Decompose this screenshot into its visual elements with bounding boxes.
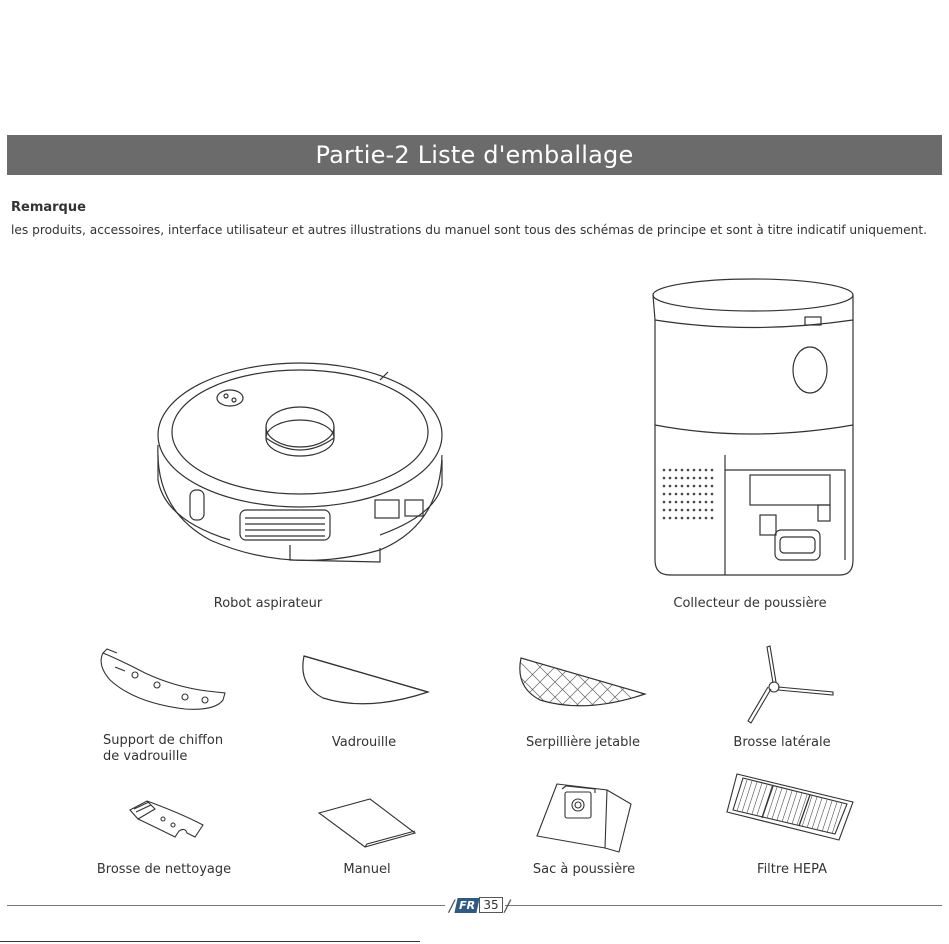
label-dust-bag: Sac à poussière	[532, 862, 636, 877]
dust-collector-illustration	[650, 275, 860, 585]
label-hepa: Filtre HEPA	[757, 862, 827, 877]
label-mop-support-1: Support de chiffon	[103, 733, 224, 748]
bottom-mark	[0, 941, 420, 942]
page-number	[447, 896, 512, 914]
language-badge: FR	[455, 898, 480, 913]
footer-line-left	[7, 905, 445, 906]
footer-line-right	[505, 905, 942, 906]
label-manual: Manuel	[343, 862, 391, 877]
label-disposable-mop: Serpillière jetable	[525, 735, 641, 750]
label-side-brush: Brosse latérale	[733, 735, 831, 750]
hepa-filter-illustration	[725, 768, 860, 848]
section-banner: Partie-2 Liste d'emballage	[7, 135, 942, 175]
page-number-value: 35	[479, 897, 502, 913]
label-collector: Collecteur de poussière	[673, 596, 827, 611]
label-mop-support-2: de vadrouille	[103, 749, 188, 764]
cleaning-brush-illustration	[125, 795, 210, 845]
remark-text: les produits, accessoires, interface utilisateur et autres illustrations du manuel sont tous des schémas de principe et sont à titre indicatif uniquement.	[11, 223, 927, 237]
label-mop: Vadrouille	[331, 735, 397, 750]
slash-right-icon: /	[504, 895, 511, 915]
label-cleaning-brush: Brosse de nettoyage	[96, 862, 232, 877]
manual-illustration	[315, 795, 420, 850]
side-brush-illustration	[745, 643, 840, 728]
slash-left-icon: /	[449, 895, 455, 915]
mop-support-illustration	[95, 645, 230, 715]
dust-bag-illustration	[535, 780, 635, 855]
remark-title: Remarque	[11, 200, 86, 215]
disposable-mop-illustration	[515, 652, 650, 712]
label-robot: Robot aspirateur	[213, 596, 323, 611]
mop-illustration	[298, 650, 433, 710]
robot-vacuum-illustration	[150, 350, 450, 580]
